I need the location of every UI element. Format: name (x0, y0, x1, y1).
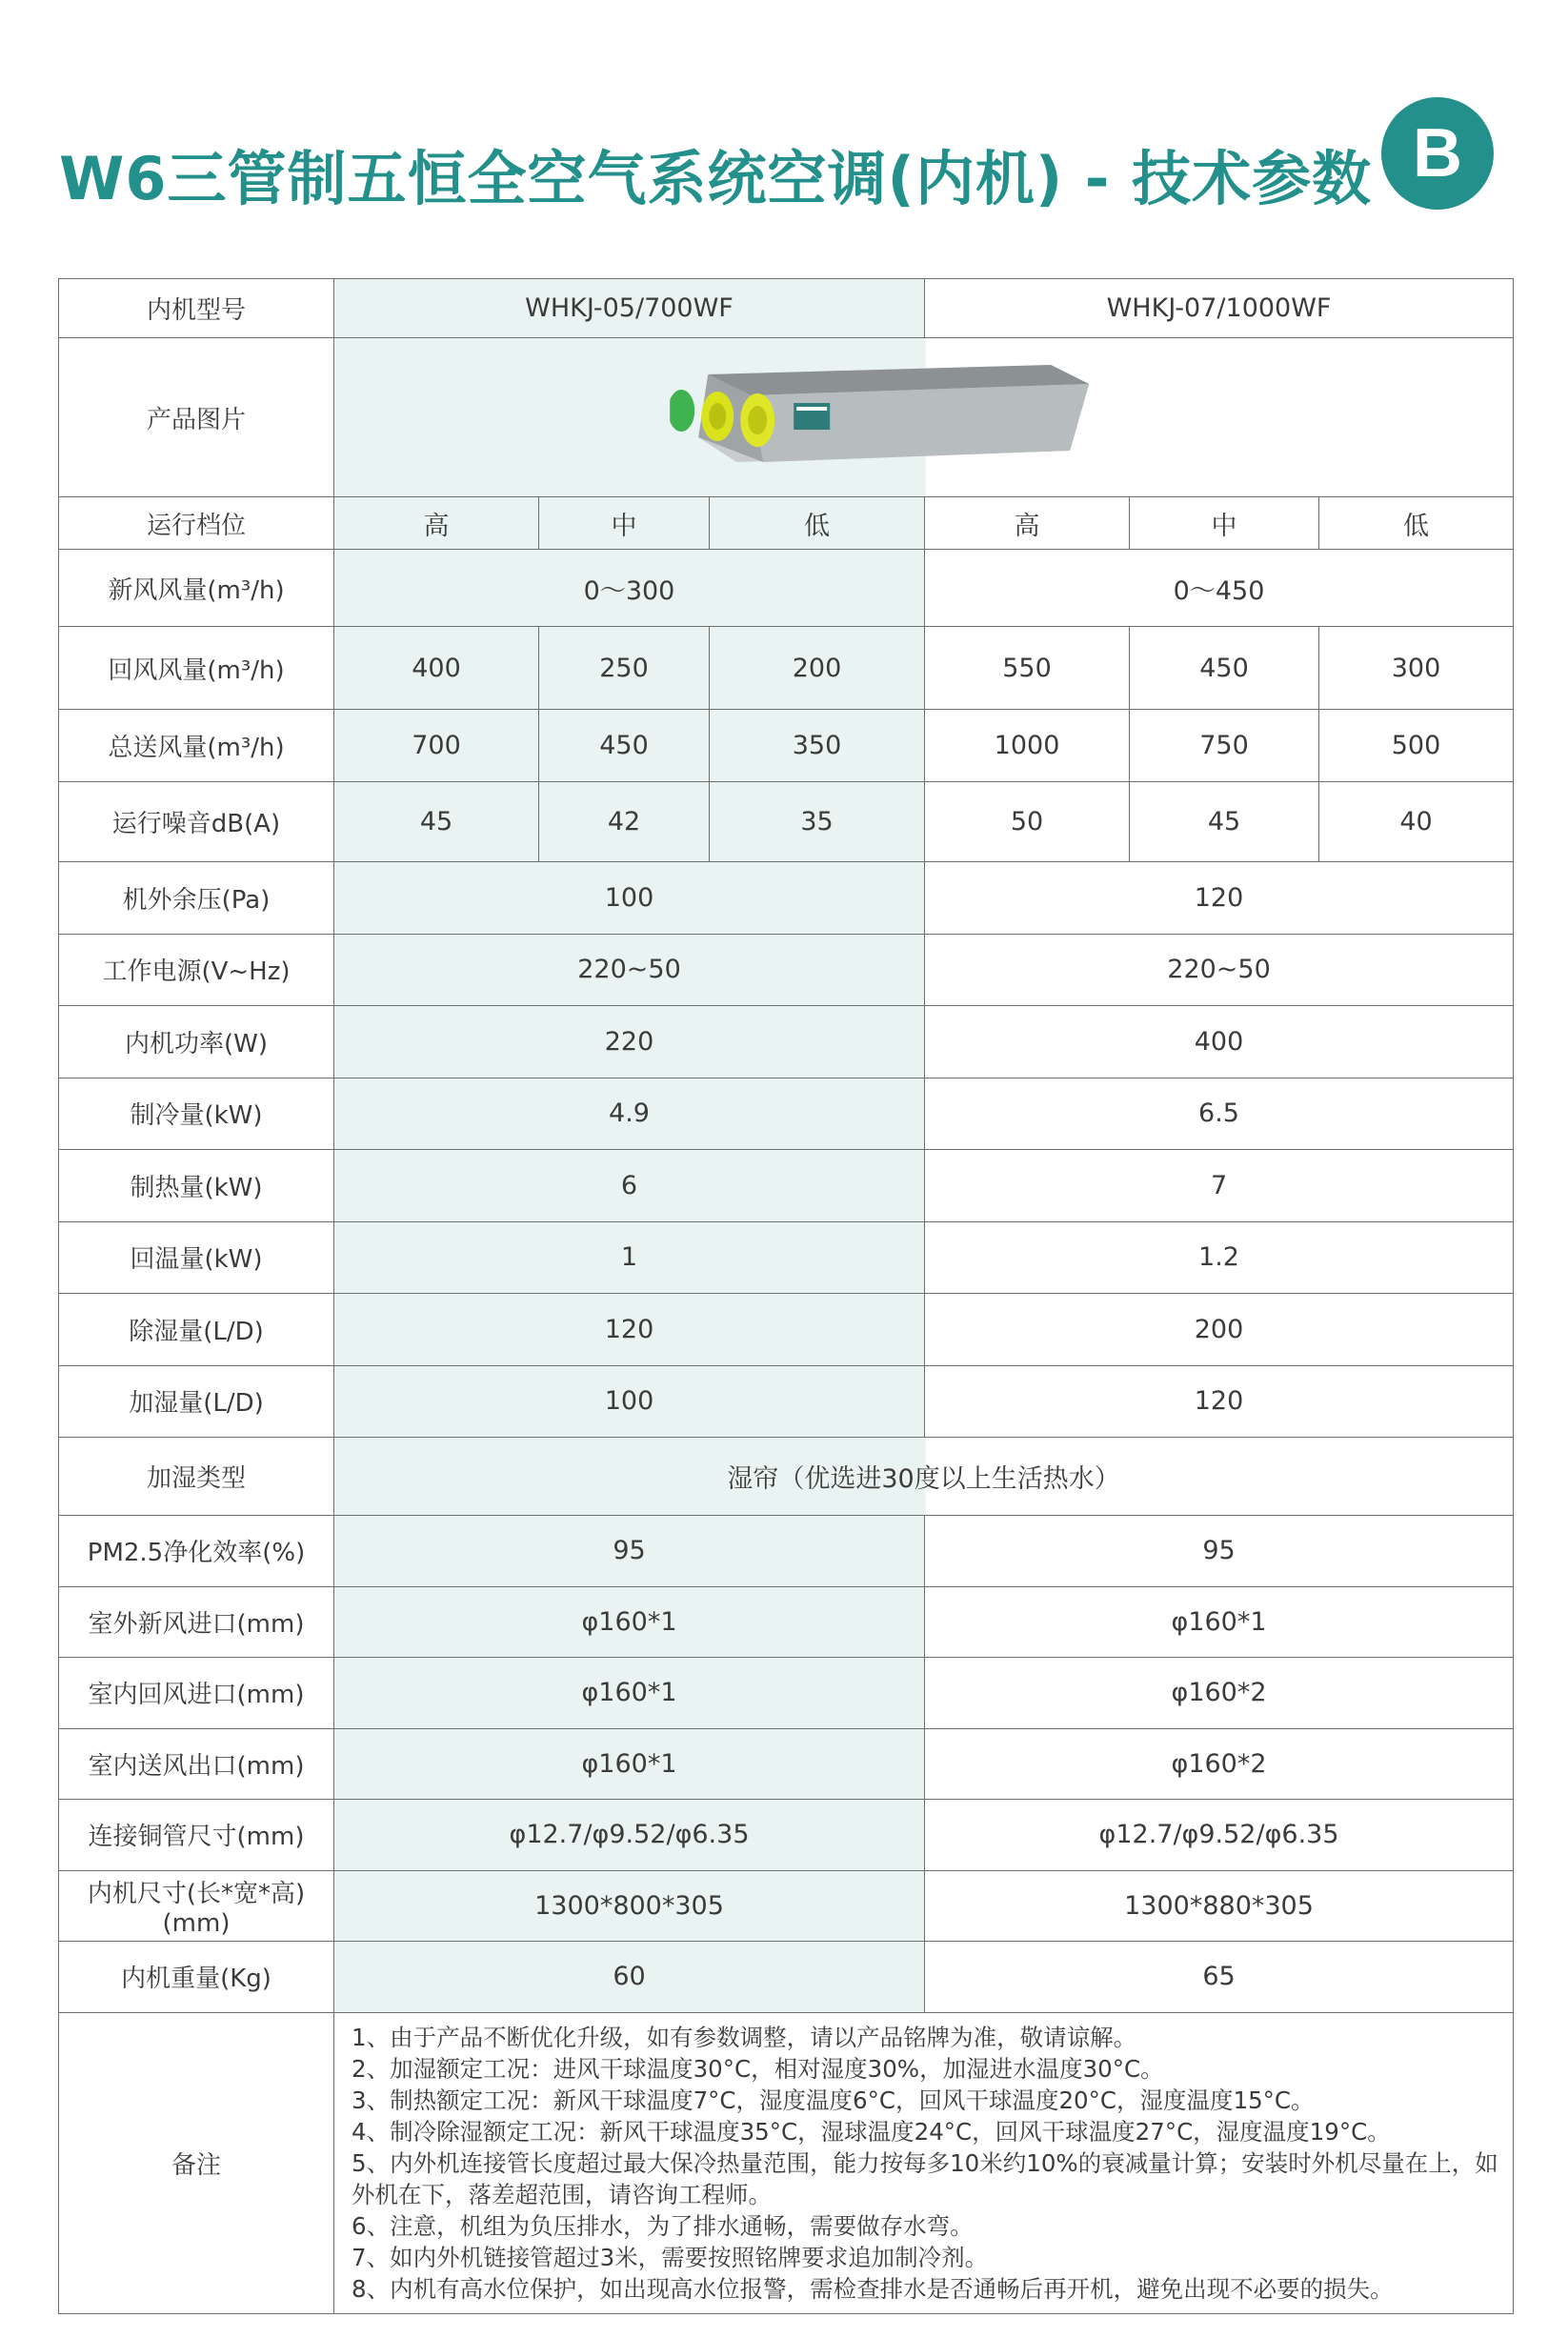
row-label: 连接铜管尺寸(mm) (59, 1800, 334, 1871)
speed-b: 高 (925, 497, 1130, 550)
value-a: φ160*1 (334, 1658, 925, 1729)
speed-a: 中 (539, 497, 710, 550)
note-item: 6、注意，机组为负压排水，为了排水通畅，需要做存水弯。 (352, 2211, 974, 2240)
table-row (59, 1942, 1514, 2013)
row-label: 制冷量(kW) (59, 1078, 334, 1150)
table-row (59, 1221, 1514, 1294)
value-a: 200 (710, 627, 925, 710)
value-b: 450 (1130, 627, 1319, 710)
row-label: 运行噪音dB(A) (59, 782, 334, 862)
value-a: 6 (334, 1150, 925, 1222)
row-label: 制热量(kW) (59, 1150, 334, 1222)
value-a: 250 (539, 627, 710, 710)
value-a: 60 (334, 1942, 925, 2013)
model-b: WHKJ-07/1000WF (925, 279, 1514, 338)
value-b: 200 (925, 1294, 1514, 1366)
row-label: 运行档位 (59, 497, 334, 550)
value-a: 95 (334, 1516, 925, 1587)
table-row (59, 1365, 1514, 1438)
value-b: φ160*2 (925, 1728, 1514, 1800)
value-a: 120 (334, 1294, 925, 1366)
value-b: 500 (1319, 710, 1514, 782)
row-label: 内机尺寸(长*宽*高)(mm) (59, 1870, 334, 1942)
value-b: 120 (925, 862, 1514, 935)
row-label: 内机功率(W) (59, 1006, 334, 1078)
value-b: 50 (925, 782, 1130, 862)
row-label: 工作电源(V~Hz) (59, 934, 334, 1006)
table-row (59, 1150, 1514, 1222)
value-a: 1300*800*305 (334, 1870, 925, 1942)
value-b: 120 (925, 1365, 1514, 1438)
note-item: 8、内机有高水位保护，如出现高水位报警，需检查排水是否通畅后再开机，避免出现不必要的损失。 (352, 2274, 1394, 2303)
value-a: 700 (334, 710, 539, 782)
value-b: 550 (925, 627, 1130, 710)
speed-b: 低 (1319, 497, 1514, 550)
page-title: W6三管制五恒全空气系统空调(内机) - 技术参数 (59, 144, 1373, 213)
value-b: 400 (925, 1006, 1514, 1078)
row-label: 新风风量(m³/h) (59, 550, 334, 627)
row-label: 加湿量(L/D) (59, 1365, 334, 1438)
humid-type-value: 湿帘（优选进30度以上生活热水） (334, 1438, 1514, 1516)
value-a: 100 (334, 1365, 925, 1438)
table-row (59, 1728, 1514, 1800)
value-a: 100 (334, 862, 925, 935)
value-b: 45 (1130, 782, 1319, 862)
spec-table (58, 278, 1514, 2314)
table-row (59, 627, 1514, 710)
row-label: 除湿量(L/D) (59, 1294, 334, 1366)
table-row-notes (59, 2012, 1514, 2313)
value-a: 220~50 (334, 934, 925, 1006)
table-row (59, 710, 1514, 782)
table-row (59, 1006, 1514, 1078)
table-row-speed (59, 497, 1514, 550)
table-row (59, 1294, 1514, 1366)
value-a: 400 (334, 627, 539, 710)
table-row (59, 782, 1514, 862)
row-label: 回温量(kW) (59, 1221, 334, 1294)
note-item: 4、制冷除湿额定工况：新风干球温度35°C，湿球温度24°C，回风干球温度27°C，湿度温度19°C。 (352, 2117, 1391, 2146)
value-b: 1000 (925, 710, 1130, 782)
table-row-model (59, 279, 1514, 338)
table-row-humid-type (59, 1438, 1514, 1516)
value-a: 35 (710, 782, 925, 862)
indoor-unit-image (670, 346, 1108, 489)
table-row (59, 862, 1514, 935)
note-item: 1、由于产品不断优化升级，如有参数调整，请以产品铭牌为准，敬请谅解。 (352, 2023, 1137, 2051)
value-b: 65 (925, 1942, 1514, 2013)
value-b: 6.5 (925, 1078, 1514, 1150)
section-badge: B (1381, 97, 1494, 210)
table-row (59, 1078, 1514, 1150)
note-item: 2、加湿额定工况：进风干球温度30°C，相对湿度30%，加湿进水温度30°C。 (352, 2054, 1164, 2083)
product-image-cell (334, 338, 1514, 497)
row-label: 总送风量(m³/h) (59, 710, 334, 782)
row-label: 机外余压(Pa) (59, 862, 334, 935)
speed-a: 低 (710, 497, 925, 550)
value-a: 450 (539, 710, 710, 782)
table-row (59, 1800, 1514, 1871)
value-a: 350 (710, 710, 925, 782)
value-a: 1 (334, 1221, 925, 1294)
value-b: 300 (1319, 627, 1514, 710)
value-a: φ160*1 (334, 1586, 925, 1658)
note-item: 5、内外机连接管长度超过最大保冷热量范围，能力按每多10米约10%的衰减量计算；安装时外机尽量在上，如外机在下，落差超范围，请咨询工程师。 (352, 2148, 1498, 2208)
value-b: 1.2 (925, 1221, 1514, 1294)
speed-b: 中 (1130, 497, 1319, 550)
value-b: 0～450 (925, 550, 1514, 627)
value-b: φ160*2 (925, 1658, 1514, 1729)
speed-a: 高 (334, 497, 539, 550)
value-b: 7 (925, 1150, 1514, 1222)
table-row (59, 934, 1514, 1006)
value-b: φ160*1 (925, 1586, 1514, 1658)
row-label: 室外新风进口(mm) (59, 1586, 334, 1658)
row-label: 产品图片 (59, 338, 334, 497)
value-a: 45 (334, 782, 539, 862)
row-label: 内机重量(Kg) (59, 1942, 334, 2013)
table-row-fresh-air (59, 550, 1514, 627)
value-a: 4.9 (334, 1078, 925, 1150)
table-row (59, 1870, 1514, 1942)
row-label: 回风风量(m³/h) (59, 627, 334, 710)
value-a: 220 (334, 1006, 925, 1078)
note-item: 3、制热额定工况：新风干球温度7°C，湿度温度6°C，回风干球温度20°C，湿度温度15°C。 (352, 2086, 1315, 2114)
row-label: 加湿类型 (59, 1438, 334, 1516)
value-a: 0～300 (334, 550, 925, 627)
row-label: 备注 (59, 2012, 334, 2313)
note-item: 7、如内外机链接管超过3米，需要按照铭牌要求追加制冷剂。 (352, 2243, 989, 2271)
model-a: WHKJ-05/700WF (334, 279, 925, 338)
row-label: PM2.5净化效率(%) (59, 1516, 334, 1587)
table-row-image (59, 338, 1514, 497)
table-row (59, 1658, 1514, 1729)
notes-list (334, 2012, 1514, 2313)
value-b: 40 (1319, 782, 1514, 862)
value-b: 95 (925, 1516, 1514, 1587)
value-a: 42 (539, 782, 710, 862)
row-label: 内机型号 (59, 279, 334, 338)
value-b: φ12.7/φ9.52/φ6.35 (925, 1800, 1514, 1871)
value-a: φ160*1 (334, 1728, 925, 1800)
value-b: 1300*880*305 (925, 1870, 1514, 1942)
row-label: 室内送风出口(mm) (59, 1728, 334, 1800)
value-b: 750 (1130, 710, 1319, 782)
value-a: φ12.7/φ9.52/φ6.35 (334, 1800, 925, 1871)
table-row (59, 1516, 1514, 1587)
value-b: 220~50 (925, 934, 1514, 1006)
table-row (59, 1586, 1514, 1658)
row-label: 室内回风进口(mm) (59, 1658, 334, 1729)
